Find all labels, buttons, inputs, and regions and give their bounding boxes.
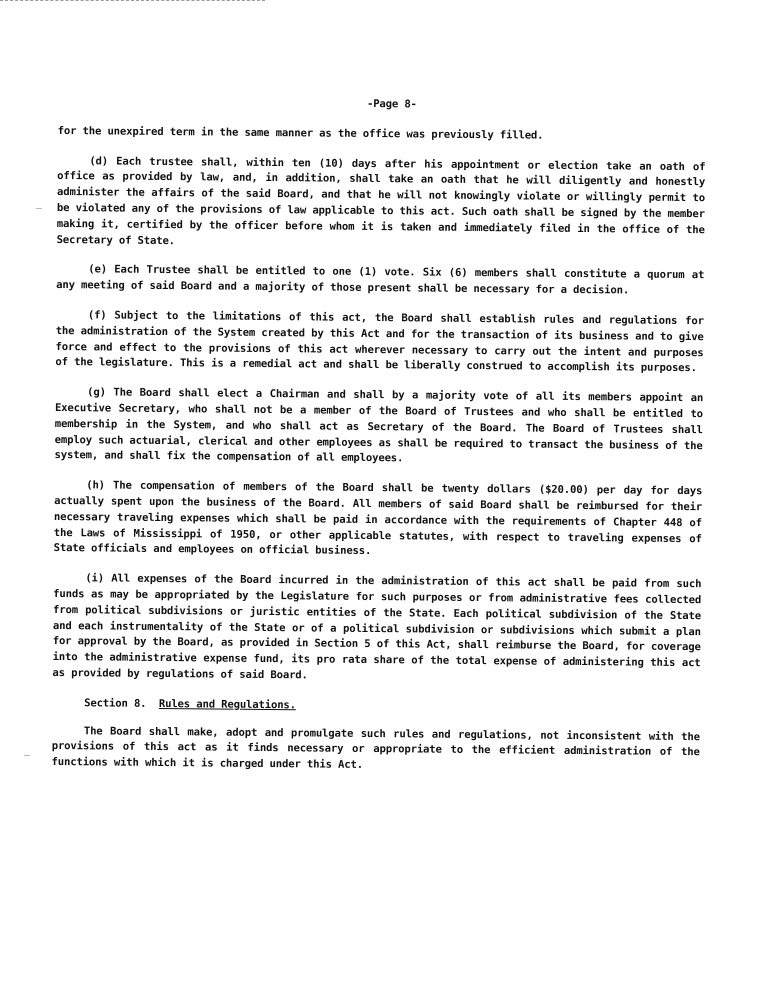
paragraph-d: (d) Each trustee shall, within ten (10) days after his appointment or election take an oath of office as provided by law, and, in addition, shall take an oath that he will diligently and honestly administer the affairs of the said Board, and that he will not knowingly violate or willingly permit to be violated any of the provisions of law applicable to this act. Such oath shall be signed by the member making it, certified by the officer before whom it is taken and immediately filed in the office of the Secretary of State. [56,154,706,247]
document-page [51,94,706,791]
section-heading [52,696,700,718]
paragraph-h: (h) The compensation of members of the Board shall be twenty dollars ($20.00) per day for days actually spent upon the business of the Board. All members of said Board shall be reimbursed for their necessary traveling expenses which shall be paid in accordance with the requirements of Chapter 448 of the Laws of Mississippi of 1950, or other applicable statutes, with respect to traveling expenses of State officials and employees on official business. [53,479,703,558]
section-title: Rules and Regulations. [158,697,296,712]
section-number: Section 8. [84,696,147,710]
paragraph-e: (e) Each Trustee shall be entitled to one (1) vote. Six (6) members shall constitute a quorum at any meeting of said Board and a majority of those present shall be necessary for a decision. [56,263,705,297]
continuation-text: for the unexpired term in the same manner as the office was previously filled. [57,124,544,142]
left-margin-mark [24,755,30,756]
paragraph-f: (f) Subject to the limitations of this act, the Board shall establish rules and regulations for the administration of the System created by this Act and for the transaction of its business and to give force and effect to the provisions of this act wherever necessary to carry out the intent and purposes of the legislature. This is a remedial act and shall be liberally construed to accomplish its purposes. [55,309,704,375]
page-number: -Page 8- [366,97,417,111]
left-margin-mark [36,208,42,209]
paragraph-i: (i) All expenses of the Board incurred in the administration of this act shall be paid from such funds as may be appropriated by the Legislature for such purposes or from administrative fees collected from political subdivisions or juristic entities of the State. Each political subdivision of the State and each instrumentality of the State or of a political subdivision or subdivisions which submit a plan for approval by the Board, as provided in Section 5 of this Act, shall reimburse the Board, for coverage into the administrative expense fund, its pro rata share of the total expense of administering this act as provided by regulations of said Board. [52,572,702,682]
section-body: The Board shall make, adopt and promulgate such rules and regulations, not inconsistent with the provisions of this act as it finds necessary or appropriate to the efficient administration of the functions with which it is charged under this Act. [51,724,700,772]
scan-top-dashed-line [0,0,265,1]
paragraph-g: (g) The Board shall elect a Chairman and shall by a majority vote of all its members appoint an Executive Secretary, who shall not be a member of the Board of Trustees and who shall be entitled to membership in the System, and who shall act as Secretary of the Board. The Board of Trustees shall employ such actuarial, clerical and other employees as shall be required to transact the business of the system, and shall fix the compensation of all employees. [54,386,704,465]
